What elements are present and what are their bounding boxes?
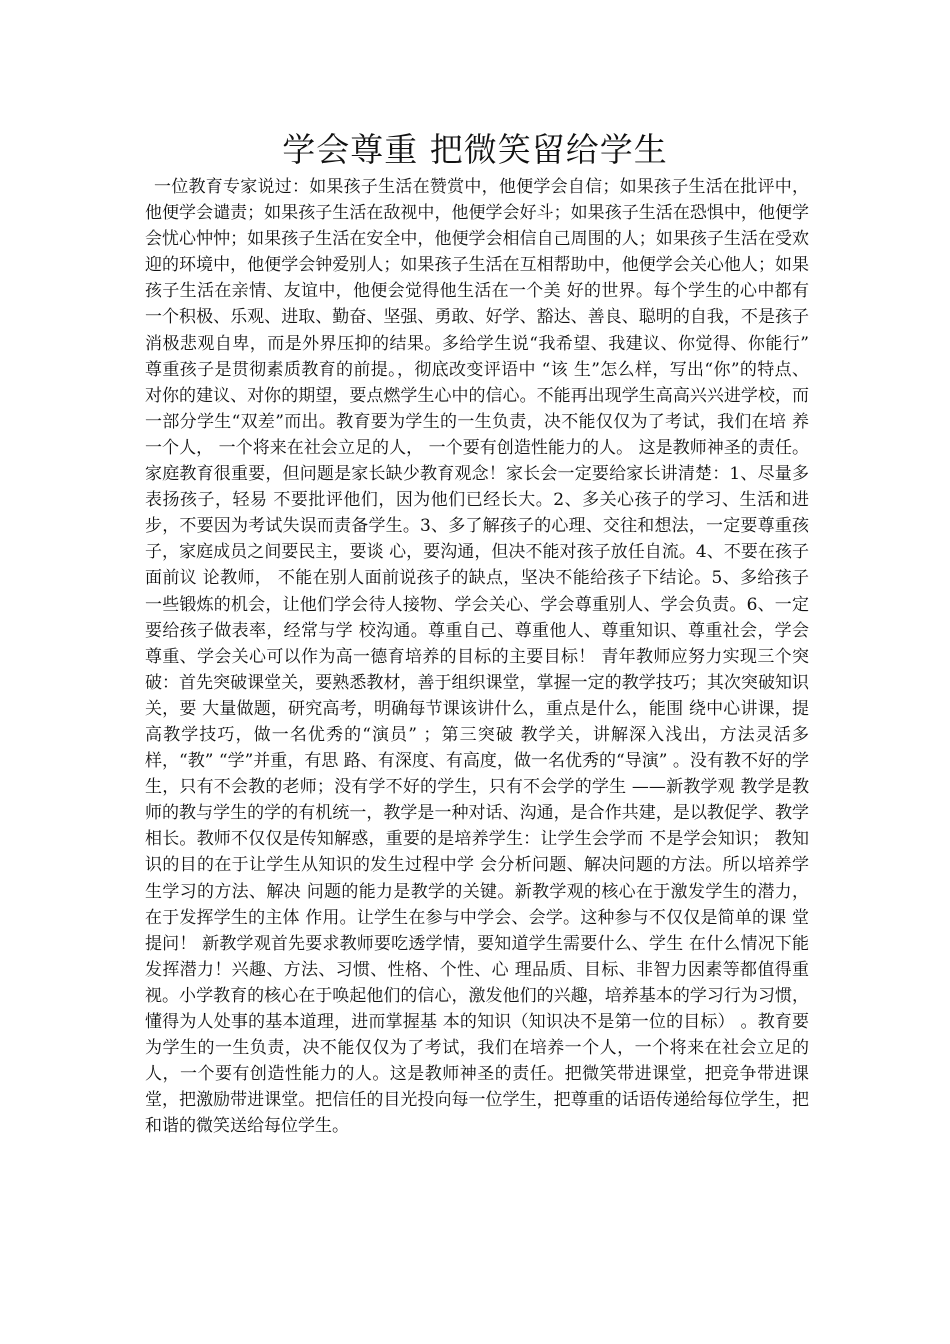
document-title: 学会尊重 把微笑留给学生 xyxy=(282,130,668,169)
document-body-text: 一位教育专家说过：如果孩子生活在赞赏中，他便学会自信；如果孩子生活在批评中，他便学会谴责；如果孩子生活在敌视中，他便学会好斗；如果孩子生活在恐惧中，他便学会忧心忡忡；如果孩子生活在安全中，他便学会相信自己周围的人；如果孩子生活在受欢迎的环境中，他便学会钟爱别人；如果孩子生活在互相帮助中，他便学会关心他人；如果孩子生活在亲情、友谊中，他便会觉得他生活在一个美 好的世界。每个学生的心中都有一个积极、乐观、进取、勤奋、坚强、勇敢、好学、豁达、善良、聪明的自我，不是孩子消极悲观自卑，而是外界压抑的结果。多给学生说“我希望、我建议、你觉得、你能行” 尊重孩子是贯彻素质教育的前提。，彻底改变评语中 “该 生”怎么样，写出“你”的特点、对你的建议、对你的期望，要点燃学生心中的信心。不能再出现学生高高兴兴进学校，而一部分学生“双差”而出。教育要为学生的一生负责，决不能仅仅为了考试，我们在培 养一个人， 一个将来在社会立足的人， 一个要有创造性能力的人。 这是教师神圣的责任。家庭教育很重要，但问题是家长缺少教育观念！家长会一定要给家长讲清楚：1、尽量多表扬孩子，轻易 不要批评他们，因为他们已经长大。2、多关心孩子的学习、生活和进步，不要因为考试失误而责备学生。3、多了解孩子的心理、交往和想法，一定要尊重孩子，家庭成员之间要民主，要谈 心，要沟通，但决不能对孩子放任自流。4、不要在孩子面前议 论教师， 不能在别人面前说孩子的缺点，坚决不能给孩子下结论。5、多给孩子一些锻炼的机会，让他们学会待人接物、学会关心、学会尊重别人、学会负责。6、一定要给孩子做表率，经常与学 校沟通。尊重自己、尊重他人、尊重知识、尊重社会，学会尊重、学会关心可以作为高一德育培养的目标的主要目标！ 青年教师应努力实现三个突破：首先突破课堂关，要熟悉教材，善于组织课堂，掌握一定的教学技巧；其次突破知识关，要 大量做题，研究高考，明确每节课该讲什么，重点是什么，能围 绕中心讲课，提高教学技巧，做一名优秀的“演员” ；第三突破 教学关，讲解深入浅出，方法灵活多样，“教” “学”并重，有思 路、有深度、有高度，做一名优秀的“导演” 。没有教不好的学 生，只有不会教的老师；没有学不好的学生，只有不会学的学生 ——新教学观 教学是教师的教与学生的学的有机统一，教学是一种对话、沟通，是合作共建，是以教促学、教学相长。教师不仅仅是传知解惑，重要的是培养学生：让学生会学而 不是学会知识； 教知识的目的在于让学生从知识的发生过程中学 会分析问题、解决问题的方法。所以培养学生学习的方法、解决 问题的能力是教学的关键。新教学观的核心在于激发学生的潜力，在于发挥学生的主体 作用。让学生在参与中学会、会学。这种参与不仅仅是简单的课 堂提问！ 新教学观首先要求教师要吃透学情，要知道学生需要什么、学生 在什么情况下能发挥潜力！兴趣、方法、习惯、性格、个性、心 理品质、目标、非智力因素等都值得重视。小学教育的核心在于唤起他们的信心，激发他们的兴趣，培养基本的学习行为习惯，懂得为人处事的基本道理，进而掌握基 本的知识（知识决不是第一位的目标） 。教育要为学生的一生负责，决不能仅仅为了考试，我们在培养一个人，一个将来在社会立足的人，一个要有创造性能力的人。这是教师神圣的责任。把微笑带进课堂，把竞争带进课堂，把激励带进课堂。把信任的目光投向每一位学生，把尊重的话语传递给每位学生，把和谐的微笑送给每位学生。 xyxy=(145,177,809,1137)
